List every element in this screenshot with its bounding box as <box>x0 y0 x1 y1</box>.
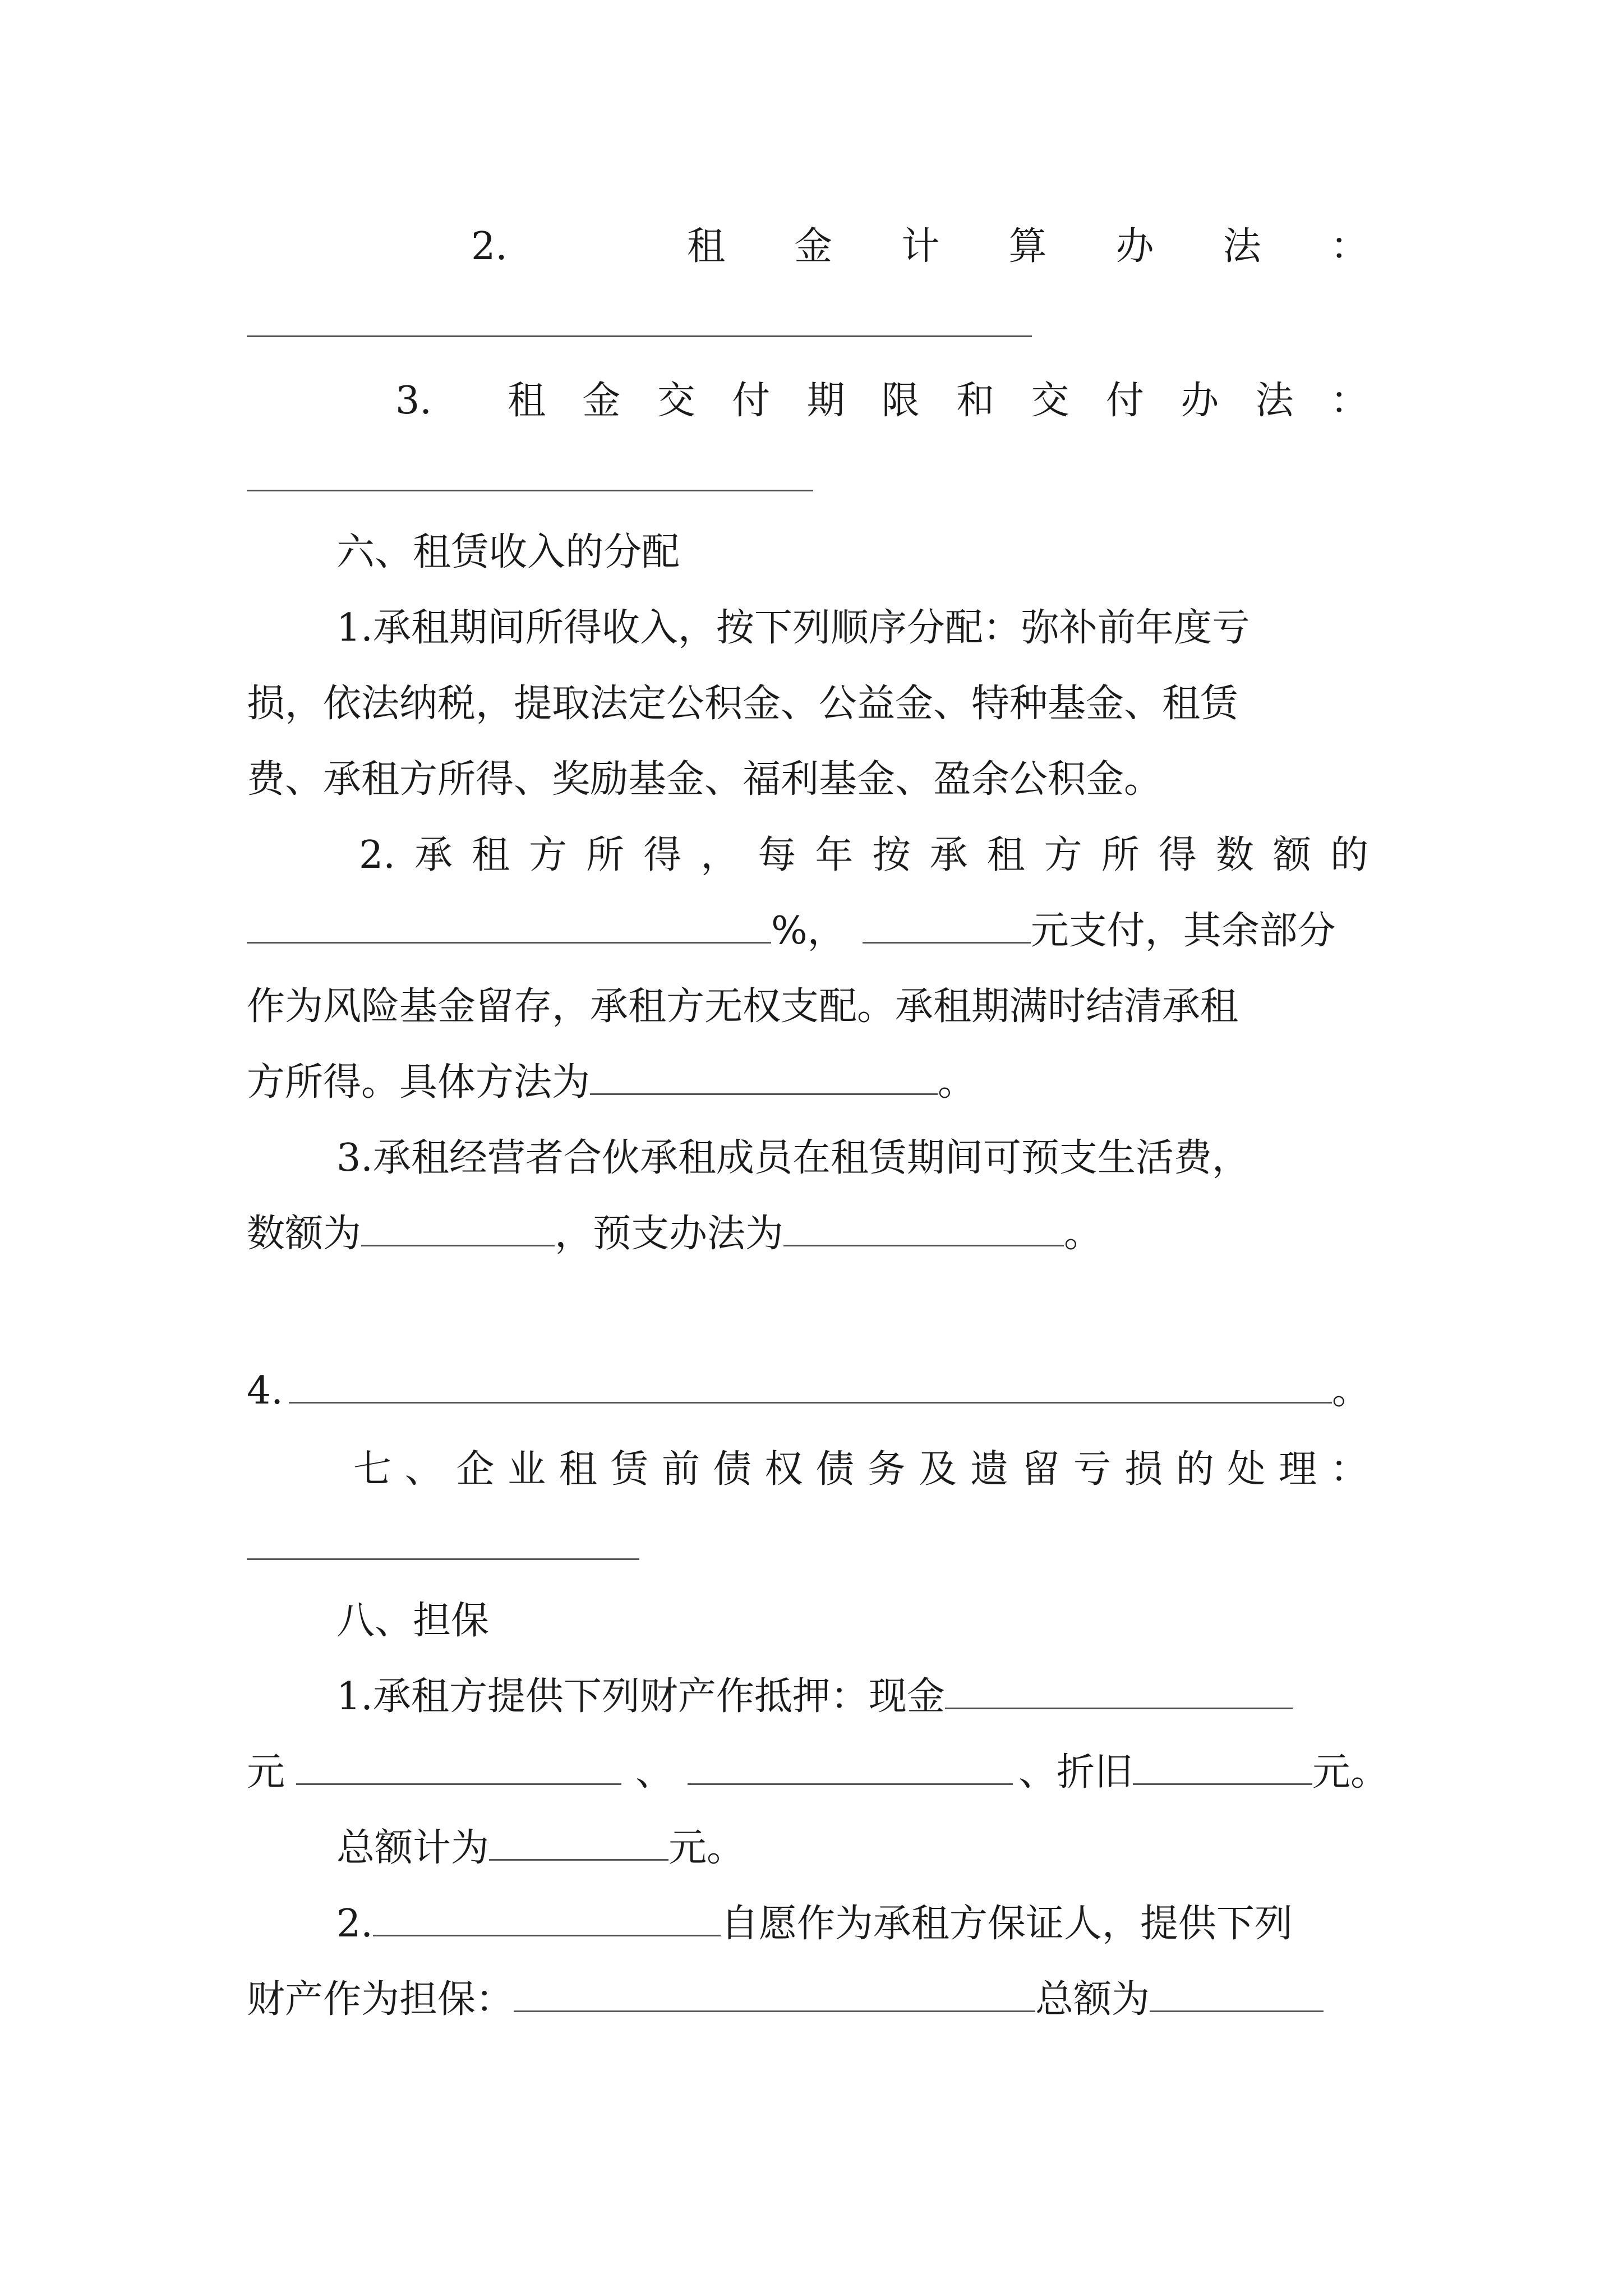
heading-char: 及 <box>919 1447 957 1492</box>
heading-char: 法 <box>1255 379 1294 423</box>
heading-char: 交 <box>657 379 695 423</box>
paragraph-line: 2. 自愿作为承租方保证人，提供下列 <box>336 1902 1293 1946</box>
heading-char: 债 <box>816 1447 855 1492</box>
paragraph-line: 方所得。具体方法为 。 <box>247 1060 976 1105</box>
heading-char: 前 <box>662 1447 700 1492</box>
paragraph-line <box>359 830 1368 881</box>
paragraph-line: 1.承租方提供下列财产作抵押：现金 <box>336 1672 1475 1722</box>
heading-char: 2. <box>359 833 395 877</box>
heading-char: 期 <box>806 379 845 423</box>
heading-char: 付 <box>732 379 771 423</box>
paragraph-line: 数额为 ，预支办法为 。 <box>247 1212 1103 1256</box>
blank-field[interactable] <box>489 1825 668 1861</box>
heading-char: 按 <box>872 833 911 877</box>
heading-char: 租 <box>508 379 546 423</box>
heading-char: 理 <box>1279 1447 1317 1492</box>
heading-char: ， <box>700 833 739 877</box>
heading-char: 每 <box>758 833 796 877</box>
blank-field[interactable] <box>783 1211 1064 1246</box>
paragraph-line: 作为风险基金留存，承租方无权支配。承租期满时结清承租 <box>247 984 1239 1029</box>
blank-field[interactable] <box>247 908 771 944</box>
paragraph-line: 4. 。 <box>247 1369 1370 1413</box>
heading-char: 留 <box>1021 1447 1060 1492</box>
heading-char: 损 <box>1124 1447 1163 1492</box>
heading-char: 年 <box>815 833 854 877</box>
blank-field[interactable] <box>688 1750 1013 1785</box>
heading-char: 计 <box>901 224 940 269</box>
heading-char: 的 <box>1175 1447 1214 1492</box>
heading-char: 付 <box>1105 379 1144 423</box>
item-number: 2. <box>471 224 508 269</box>
heading-char: 的 <box>1330 833 1368 877</box>
heading-char: 金 <box>794 224 833 269</box>
heading-char: 权 <box>764 1447 803 1492</box>
rent-calc-line <box>471 222 1368 272</box>
heading-char: 承 <box>414 833 453 877</box>
spaced-heading <box>508 376 1368 426</box>
section-title: 六、租赁收入的分配 <box>336 530 680 574</box>
heading-char: 租 <box>687 224 726 269</box>
paragraph-line: 财产作为担保： 总额为 <box>247 1975 1385 2025</box>
heading-char: 所 <box>1101 833 1140 877</box>
heading-char: 得 <box>1158 833 1197 877</box>
blank-field[interactable] <box>514 1977 1035 2012</box>
heading-char: ： <box>1330 1447 1368 1492</box>
heading-char: 和 <box>956 379 995 423</box>
heading-char: 方 <box>529 833 568 877</box>
heading-char: 方 <box>1044 833 1082 877</box>
heading-char: 处 <box>1227 1447 1266 1492</box>
section-title: 八、担保 <box>336 1599 490 1643</box>
blank-line <box>247 335 1032 337</box>
paragraph-line: 1.承租期间所得收入，按下列顺序分配：弥补前年度亏 <box>336 606 1250 650</box>
item-number: 3. <box>395 379 432 423</box>
heading-char: ： <box>1330 379 1368 423</box>
heading-char: ： <box>1330 224 1368 269</box>
paragraph-line: 元 、 、折旧 元。 <box>247 1750 1389 1795</box>
heading-char: 企 <box>456 1447 495 1492</box>
blank-field[interactable] <box>1133 1750 1312 1785</box>
paragraph-line: %， 元支付，其余部分 <box>247 906 1385 956</box>
heading-char: 务 <box>867 1447 906 1492</box>
paragraph-line: 3.承租经营者合伙承租成员在租赁期间可预支生活费， <box>336 1136 1250 1180</box>
heading-char: 、 <box>404 1447 443 1492</box>
blank-field[interactable] <box>590 1060 938 1095</box>
blank-line <box>247 490 813 491</box>
blank-line <box>247 1558 639 1560</box>
heading-char: 赁 <box>610 1447 649 1492</box>
blank-field[interactable] <box>1150 1977 1324 2012</box>
heading-char: 承 <box>929 833 968 877</box>
blank-field[interactable] <box>373 1901 721 1936</box>
section-title <box>353 1444 1368 1495</box>
paragraph-line: 费、承租方所得、奖励基金、福利基金、盈余公积金。 <box>247 757 1163 802</box>
heading-char: 得 <box>643 833 682 877</box>
rent-payment-line <box>395 376 1368 426</box>
blank-field[interactable] <box>863 908 1031 944</box>
heading-char: 遗 <box>970 1447 1009 1492</box>
heading-char: 七 <box>353 1447 392 1492</box>
paragraph-line: 总额计为 元。 <box>336 1826 745 1870</box>
heading-char: 限 <box>881 379 920 423</box>
heading-char: 交 <box>1031 379 1069 423</box>
heading-char: 额 <box>1272 833 1311 877</box>
heading-char: 办 <box>1181 379 1219 423</box>
blank-field[interactable] <box>289 1368 1332 1404</box>
blank-field[interactable] <box>296 1750 621 1785</box>
paragraph-line: 损，依法纳税，提取法定公积金、公益金、特种基金、租赁 <box>247 682 1239 726</box>
heading-char: 数 <box>1215 833 1254 877</box>
spaced-heading <box>687 222 1368 272</box>
heading-char: 租 <box>472 833 510 877</box>
blank-field[interactable] <box>361 1211 555 1246</box>
heading-char: 业 <box>508 1447 546 1492</box>
heading-char: 办 <box>1115 224 1154 269</box>
heading-char: 算 <box>1008 224 1047 269</box>
heading-char: 租 <box>559 1447 597 1492</box>
heading-char: 法 <box>1223 224 1261 269</box>
heading-char: 亏 <box>1073 1447 1112 1492</box>
heading-char: 所 <box>586 833 625 877</box>
heading-char: 金 <box>582 379 621 423</box>
blank-field[interactable] <box>945 1674 1293 1709</box>
heading-char: 租 <box>986 833 1025 877</box>
heading-char: 债 <box>713 1447 751 1492</box>
